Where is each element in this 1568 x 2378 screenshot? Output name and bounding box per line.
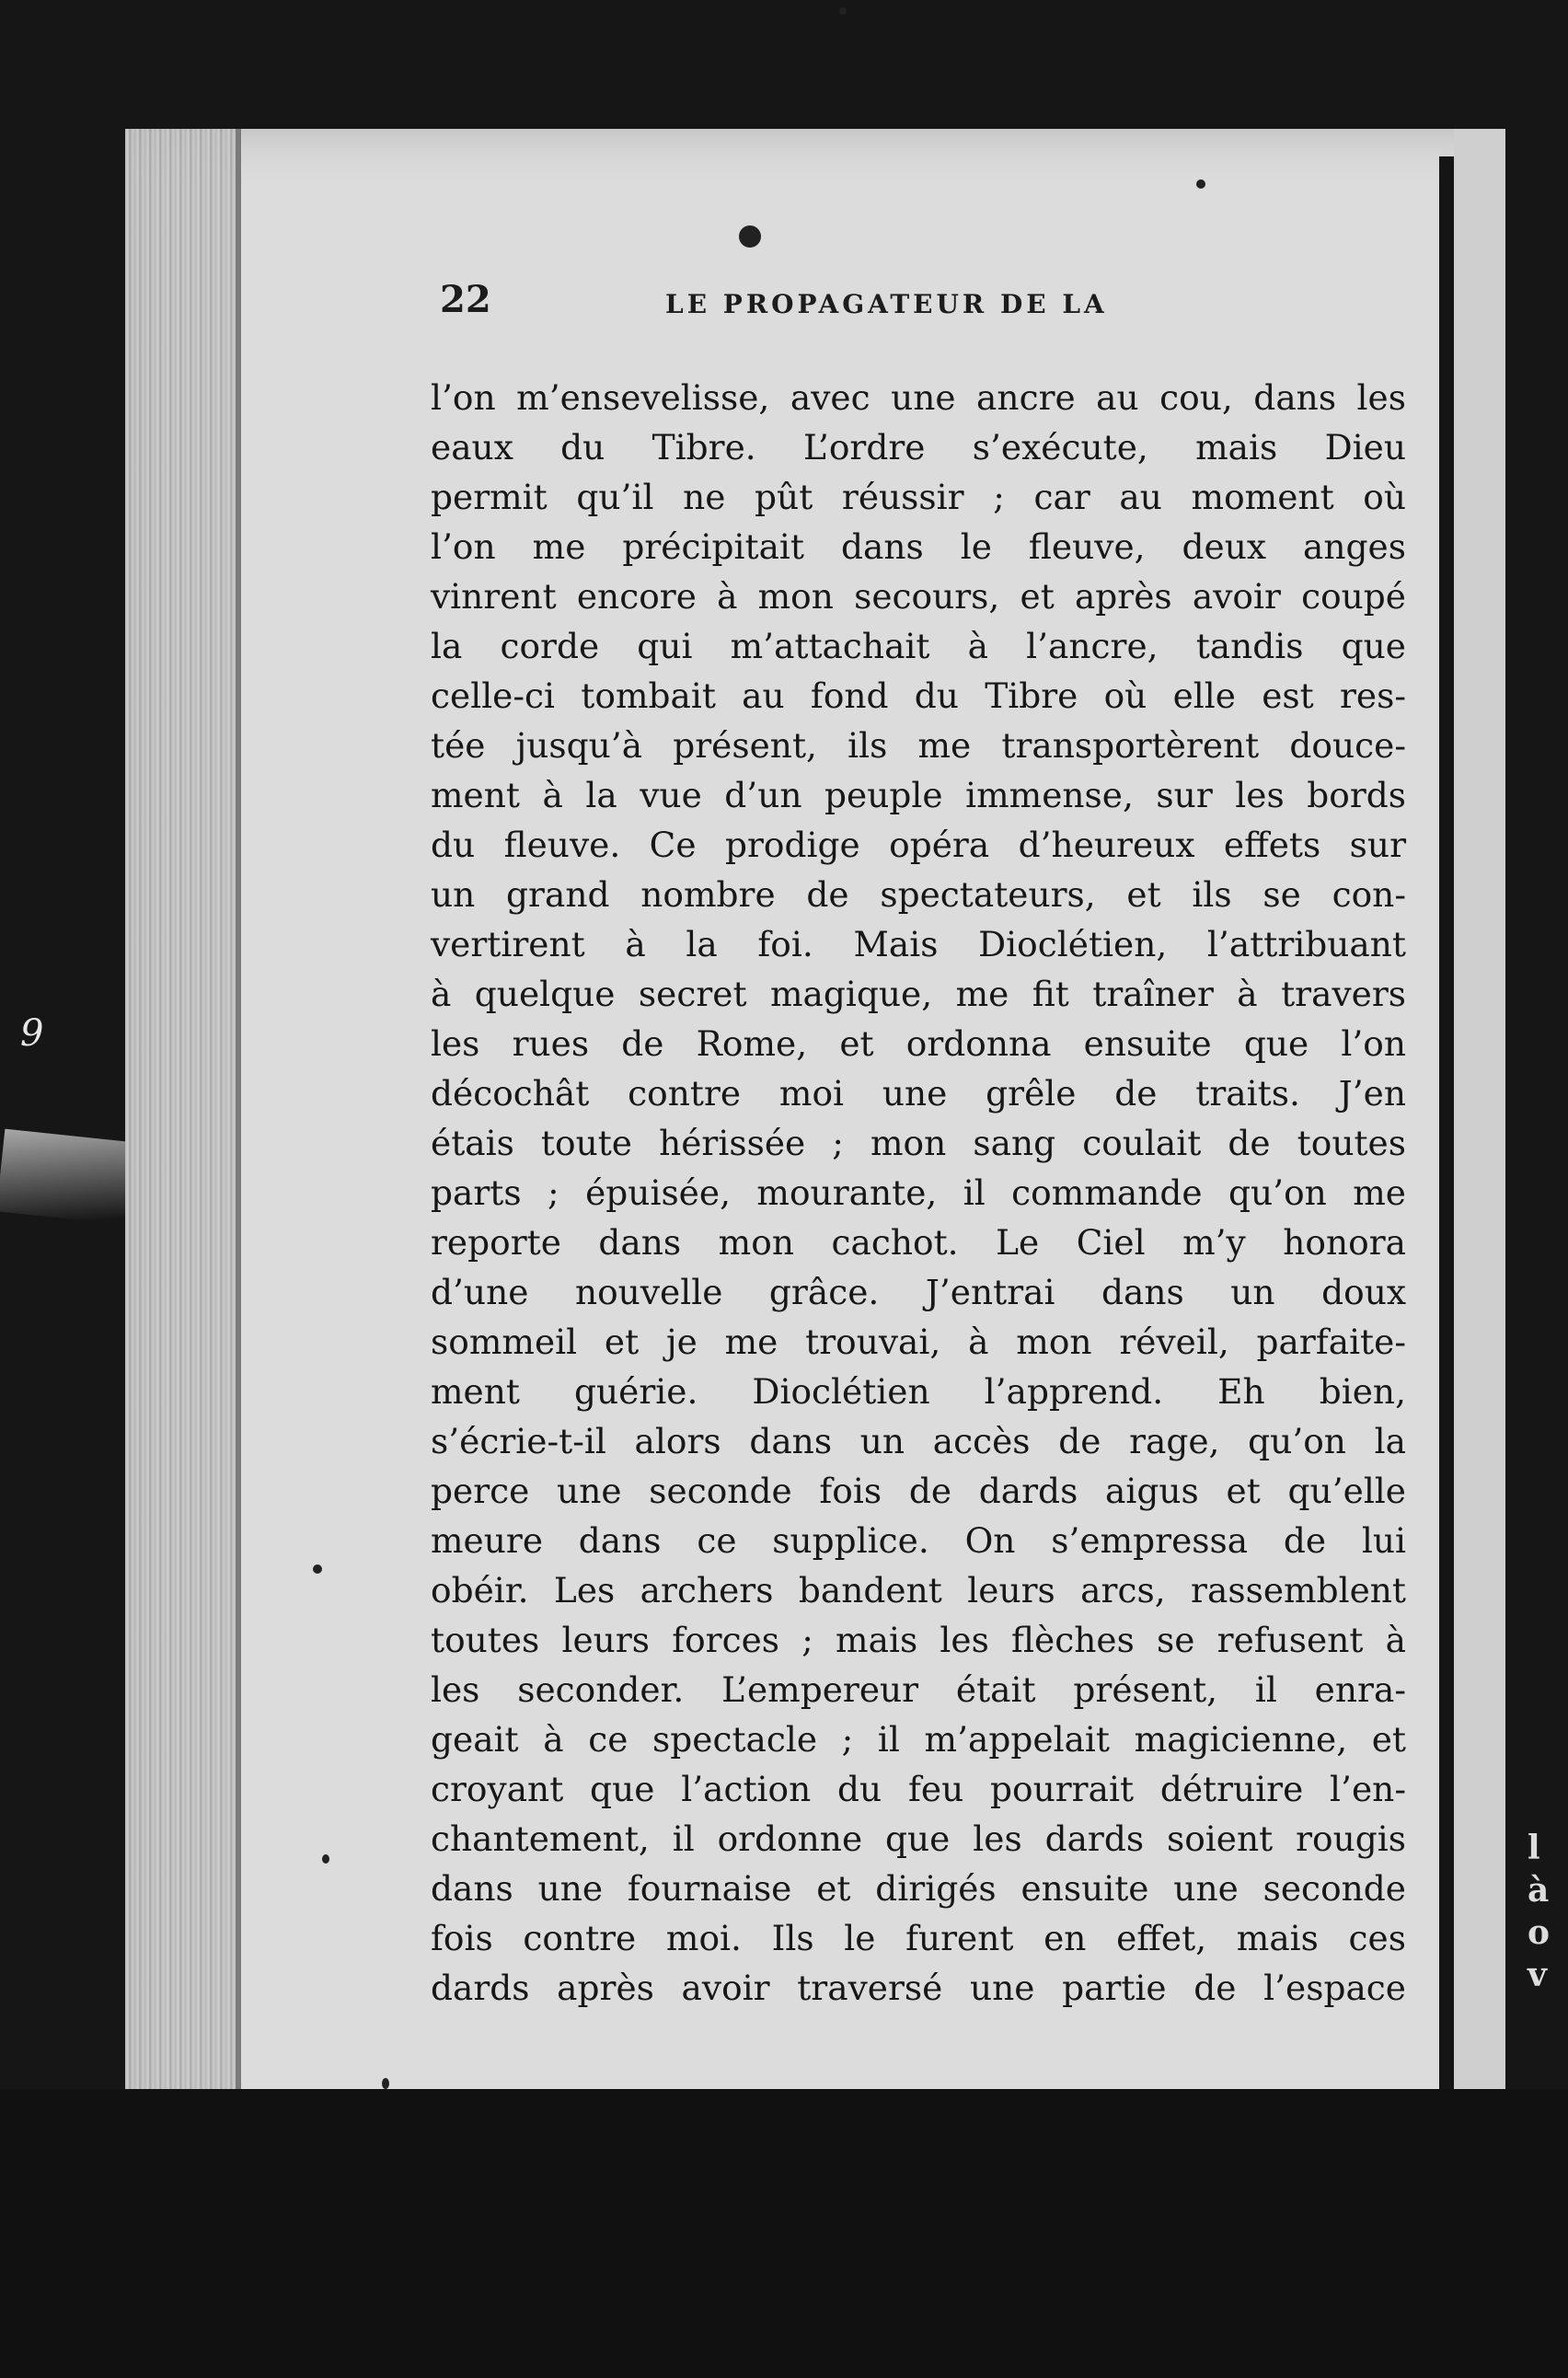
text-line: vinrent encore à mon secours, et après avoir coupé xyxy=(431,576,1406,617)
running-head: LE PROPAGATEUR DE LA xyxy=(665,289,1108,319)
text-line: sommeil et je me trouvai, à mon réveil, parfaite- xyxy=(431,1322,1406,1362)
page-header xyxy=(440,278,1176,333)
margin-handwritten-mark: 9 xyxy=(20,1012,44,1055)
text-line: s’écrie-t-il alors dans un accès de rage, qu’on la xyxy=(431,1421,1406,1461)
ink-speck xyxy=(313,1564,322,1574)
text-line: geait à ce spectacle ; il m’appelait magicienne, et xyxy=(431,1719,1406,1760)
text-line: un grand nombre de spectateurs, et ils se con- xyxy=(431,874,1406,915)
text-line: à quelque secret magique, me fit traîner à travers xyxy=(431,974,1406,1014)
facing-page-letter: v xyxy=(1528,1956,1547,1994)
text-line: vertirent à la foi. Mais Dioclétien, l’attribuant xyxy=(431,924,1406,964)
text-line: ment à la vue d’un peuple immense, sur les bords xyxy=(431,775,1406,815)
text-line: reporte dans mon cachot. Le Ciel m’y honora xyxy=(431,1222,1406,1263)
text-line: l’on m’ensevelisse, avec une ancre au cou, dans les xyxy=(431,377,1406,418)
text-line: étais toute hérissée ; mon sang coulait de toutes xyxy=(431,1123,1406,1163)
facing-page-letter: o xyxy=(1528,1913,1551,1952)
next-page-fragment xyxy=(1528,1827,1564,1996)
text-line: obéir. Les archers bandent leurs arcs, rassemblent xyxy=(431,1570,1406,1610)
body-text xyxy=(431,373,1406,2013)
text-line: les rues de Rome, et ordonna ensuite que l’on xyxy=(431,1023,1406,1064)
facing-page-letter: l xyxy=(1528,1829,1540,1867)
text-line: toutes leurs forces ; mais les flèches se refusent à xyxy=(431,1620,1406,1660)
text-line: permit qu’il ne pût réussir ; car au moment où xyxy=(431,477,1406,517)
text-line: l’on me précipitait dans le fleuve, deux anges xyxy=(431,526,1406,567)
text-line: croyant que l’action du feu pourrait détruire l’en- xyxy=(431,1769,1406,1809)
gutter-edge xyxy=(236,129,241,2218)
text-line: d’une nouvelle grâce. J’entrai dans un doux xyxy=(431,1272,1406,1312)
facing-page-edge xyxy=(1454,129,1505,2218)
text-line: dans une fournaise et dirigés ensuite une seconde xyxy=(431,1868,1406,1909)
ink-speck xyxy=(739,225,761,248)
ink-speck xyxy=(382,2078,389,2089)
facing-page-letter: à xyxy=(1528,1871,1550,1910)
scan-bottom-band xyxy=(0,2089,1568,2378)
text-line: fois contre moi. Ils le furent en effet, mais ces xyxy=(431,1918,1406,1958)
text-line: tée jusqu’à présent, ils me transportèrent douce- xyxy=(431,725,1406,766)
text-line: les seconder. L’empereur était présent, il enra- xyxy=(431,1669,1406,1710)
binding-gutter xyxy=(125,129,236,2218)
text-line: chantement, il ordonne que les dards soient rougis xyxy=(431,1818,1406,1859)
ink-speck xyxy=(839,7,847,15)
text-line: parts ; épuisée, mourante, il commande qu’on me xyxy=(431,1172,1406,1213)
page-edge-shadow xyxy=(1439,156,1454,2218)
ink-speck xyxy=(1196,179,1205,189)
text-line: du fleuve. Ce prodige opéra d’heureux effets sur xyxy=(431,825,1406,865)
text-line: eaux du Tibre. L’ordre s’exécute, mais Dieu xyxy=(431,427,1406,468)
text-line: perce une seconde fois de dards aigus et qu’elle xyxy=(431,1471,1406,1511)
text-line: décochât contre moi une grêle de traits. J’en xyxy=(431,1073,1406,1114)
text-line: dards après avoir traversé une partie de l’espace xyxy=(431,1968,1406,2008)
ink-speck xyxy=(322,1854,329,1864)
text-line: celle-ci tombait au fond du Tibre où elle est res- xyxy=(431,675,1406,716)
page-number: 22 xyxy=(440,278,491,321)
text-line: la corde qui m’attachait à l’ancre, tandis que xyxy=(431,626,1406,666)
text-line: meure dans ce supplice. On s’empressa de lui xyxy=(431,1520,1406,1561)
text-line: ment guérie. Dioclétien l’apprend. Eh bien, xyxy=(431,1371,1406,1412)
